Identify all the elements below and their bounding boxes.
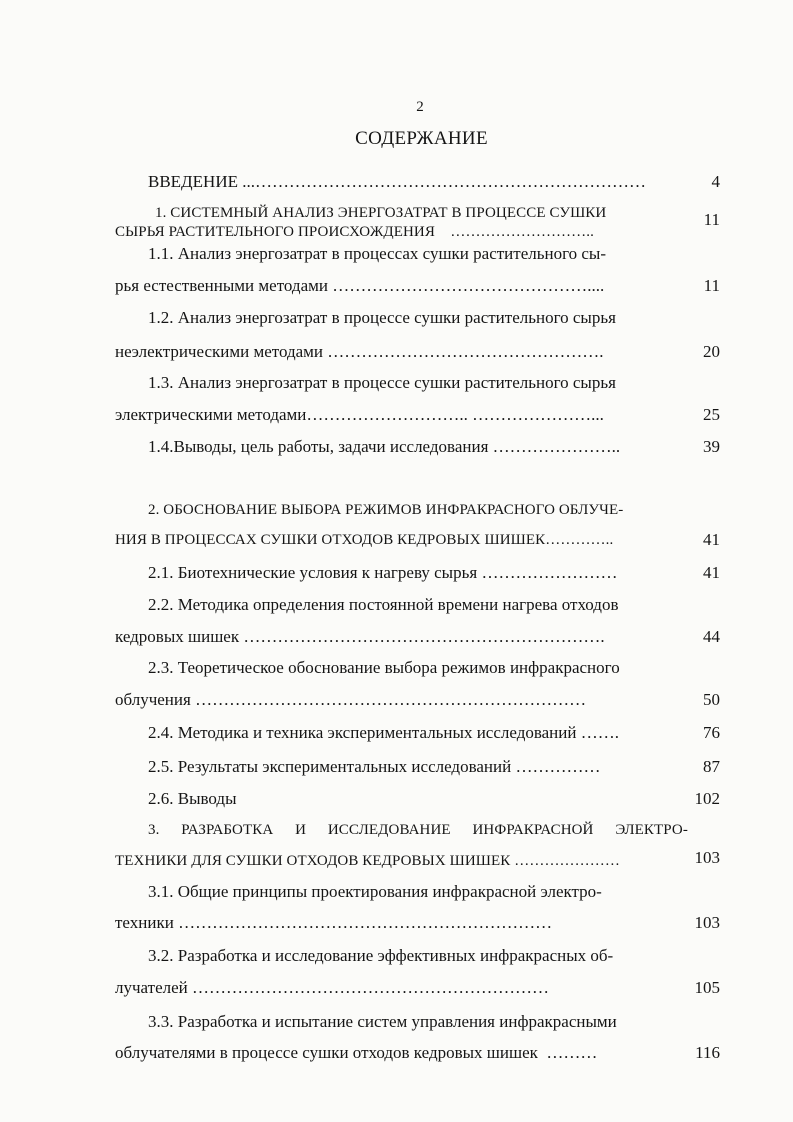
toc-page-number: 87 xyxy=(703,757,720,776)
toc-leader-dots: ………………………………………………………… xyxy=(178,913,553,932)
toc-leader-dots: ………………………………………………………. xyxy=(243,627,605,646)
toc-entry-2-6: 2.6. Выводы xyxy=(148,789,237,808)
toc-entry-2-2: 2.2. Методика определения постоянной времени нагрева отходов xyxy=(148,595,619,614)
toc-entry-1-2: 1.2. Анализ энергозатрат в процессе сушки растительного сырья xyxy=(148,308,616,327)
toc-leader-dots: …………………………………………. xyxy=(327,342,604,361)
toc-entry-1-2-cont: неэлектрическими методами …………………………………………. xyxy=(115,342,604,361)
toc-page-number: 103 xyxy=(694,913,720,932)
toc-section-2-title: 2. ОБОСНОВАНИЕ ВЫБОРА РЕЖИМОВ ИНФРАКРАСНОГО ОБЛУЧЕ- xyxy=(148,502,624,518)
toc-leader-dots: …………………………………………………………… xyxy=(195,690,587,709)
toc-entry-1-1: 1.1. Анализ энергозатрат в процессах сушки растительного сы- xyxy=(148,244,607,263)
toc-entry-2-2-cont: кедровых шишек ………………………………………………………. xyxy=(115,627,605,646)
toc-entry-3-2-cont: лучателей ……………………………………………………… xyxy=(115,978,549,997)
toc-page-number: 39 xyxy=(703,437,720,456)
toc-leader-dots: ………………… xyxy=(514,853,620,869)
toc-leader-dots: …………………… xyxy=(481,563,618,582)
toc-page-number: 20 xyxy=(703,342,720,361)
toc-leader-dots: …………… xyxy=(515,757,601,776)
toc-entry-1-1-cont: рья естественными методами ……………………………………….... xyxy=(115,276,605,295)
toc-entry-3-1: 3.1. Общие принципы проектирования инфракрасной электро- xyxy=(148,882,602,901)
toc-entry-2-3-cont: облучения …………………………………………………………… xyxy=(115,690,587,709)
toc-page-number: 102 xyxy=(694,789,720,808)
toc-leader-dots: ……… xyxy=(546,1043,598,1062)
toc-leader-dots: ……………………….. …………………... xyxy=(306,405,604,424)
toc-page-number: 11 xyxy=(703,210,720,229)
toc-entry-2-4: 2.4. Методика и техника экспериментальных исследований ……. xyxy=(148,723,619,742)
page-title: СОДЕРЖАНИЕ xyxy=(355,128,488,149)
toc-leader-dots: ...…………………………………………………………… xyxy=(242,172,646,191)
toc-page-number: 44 xyxy=(703,627,720,646)
toc-section-3-title-cont: ТЕХНИКИ ДЛЯ СУШКИ ОТХОДОВ КЕДРОВЫХ ШИШЕК ………………… xyxy=(115,853,620,869)
toc-page-number: 41 xyxy=(703,530,720,549)
toc-entry-3-3-cont: облучателями в процессе сушки отходов кедровых шишек ……… xyxy=(115,1043,598,1062)
toc-section-2-title-cont: НИЯ В ПРОЦЕССАХ СУШКИ ОТХОДОВ КЕДРОВЫХ ШИШЕК………….. xyxy=(115,532,614,548)
toc-leader-dots: ……. xyxy=(580,723,619,742)
toc-section-1-title: 1. СИСТЕМНЫЙ АНАЛИЗ ЭНЕРГОЗАТРАТ В ПРОЦЕССЕ СУШКИ xyxy=(155,205,607,221)
toc-page-number: 76 xyxy=(703,723,720,742)
toc-entry-1-3: 1.3. Анализ энергозатрат в процессе сушки растительного сырья xyxy=(148,373,616,392)
toc-entry-3-2: 3.2. Разработка и исследование эффективных инфракрасных об- xyxy=(148,946,614,965)
toc-entry-3-3: 3.3. Разработка и испытание систем управления инфракрасными xyxy=(148,1012,617,1031)
toc-entry-2-3: 2.3. Теоретическое обоснование выбора режимов инфракрасного xyxy=(148,658,620,677)
toc-leader-dots: ……………………………………….... xyxy=(332,276,605,295)
toc-page-number: 4 xyxy=(711,172,720,191)
toc-page-number: 25 xyxy=(703,405,720,424)
toc-leader-dots: ………………….. xyxy=(492,437,621,456)
toc-label: ВВЕДЕНИЕ xyxy=(148,172,238,191)
toc-page-number: 11 xyxy=(703,276,720,295)
toc-entry-3-1-cont: техники ………………………………………………………… xyxy=(115,913,553,932)
toc-page-number: 116 xyxy=(695,1043,720,1062)
toc-section-1-title-cont: СЫРЬЯ РАСТИТЕЛЬНОГО ПРОИСХОЖДЕНИЯ ……………………….. xyxy=(115,224,594,240)
toc-page-number: 41 xyxy=(703,563,720,582)
page-number: 2 xyxy=(416,99,424,115)
toc-entry-2-5: 2.5. Результаты экспериментальных исследований …………… xyxy=(148,757,601,776)
toc-entry-intro xyxy=(148,172,646,192)
toc-entry-1-4: 1.4.Выводы, цель работы, задачи исследования ………………….. xyxy=(148,437,621,456)
toc-leader-dots: ……………………….. xyxy=(450,224,594,240)
toc-entry-1-3-cont: электрическими методами……………………….. …………………... xyxy=(115,405,604,424)
toc-page-number: 103 xyxy=(694,848,720,867)
toc-page-number: 50 xyxy=(703,690,720,709)
toc-leader-dots: ………….. xyxy=(545,532,614,548)
toc-entry-2-1: 2.1. Биотехнические условия к нагреву сырья …………………… xyxy=(148,563,618,582)
toc-page-number: 105 xyxy=(694,978,720,997)
toc-section-3-title: 3. РАЗРАБОТКА И ИССЛЕДОВАНИЕ ИНФРАКРАСНОЙ ЭЛЕКТРО- xyxy=(148,822,688,838)
toc-leader-dots: ……………………………………………………… xyxy=(192,978,549,997)
